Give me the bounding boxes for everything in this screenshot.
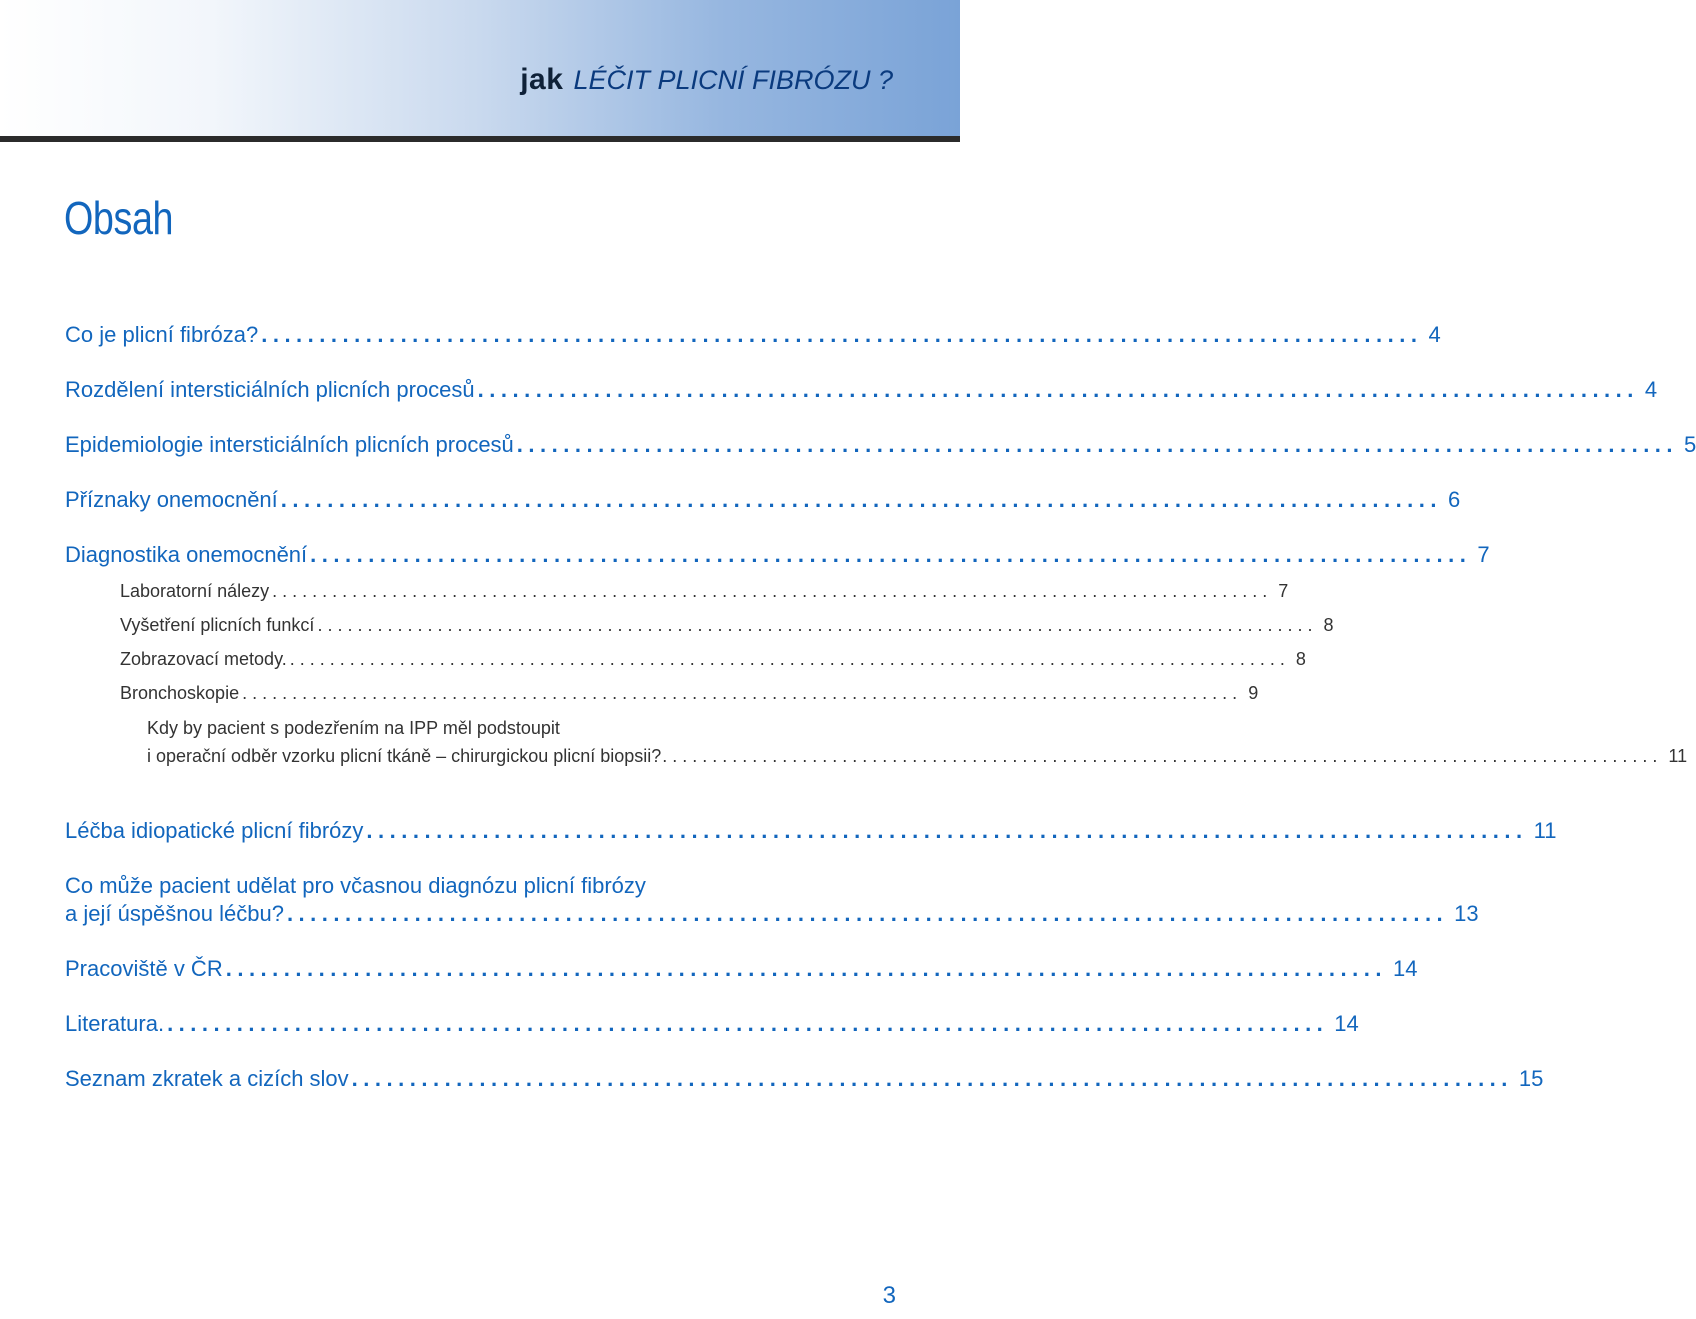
toc-subentry-title: Laboratorní nálezy bbox=[120, 581, 270, 601]
dot-leader: .................................................................................................... bbox=[225, 956, 1387, 981]
toc-entry-page: 13 bbox=[1454, 901, 1479, 926]
toc-entry[interactable] bbox=[65, 377, 1658, 403]
toc-subsubentry-page: 11 bbox=[1668, 746, 1688, 766]
toc-subentry[interactable] bbox=[120, 615, 1334, 636]
dot-leader: .................................................................................................... bbox=[516, 432, 1679, 457]
dot-leader: .................................................................................................... bbox=[286, 901, 1449, 926]
toc-entry-title: Pracoviště v ČR bbox=[65, 956, 223, 981]
toc-entry-title-line1[interactable]: Co může pacient udělat pro včasnou diagnózu plicní fibrózy bbox=[65, 873, 646, 898]
toc-entry-title: Příznaky onemocnění bbox=[65, 487, 278, 512]
toc-entry-page: 5 bbox=[1684, 432, 1696, 457]
toc-subentry-title: Zobrazovací metody. bbox=[120, 649, 287, 669]
toc-entry-title-line2: a její úspěšnou léčbu? bbox=[65, 901, 284, 926]
toc-subentry[interactable] bbox=[120, 581, 1289, 602]
dot-leader: .................................................................................................... bbox=[662, 746, 1663, 766]
toc-entry-page: 6 bbox=[1448, 487, 1461, 512]
toc-subentry-title: Bronchoskopie bbox=[120, 683, 240, 703]
toc-subsubentry-title-line1[interactable]: Kdy by pacient s podezřením na IPP měl podstoupit bbox=[147, 718, 560, 738]
toc-entry[interactable] bbox=[65, 542, 1490, 568]
toc-entry-page: 4 bbox=[1644, 377, 1658, 402]
toc-entry[interactable] bbox=[65, 818, 1557, 844]
dot-leader: .................................................................................................... bbox=[280, 487, 1443, 512]
toc-entry-page: 14 bbox=[1334, 1011, 1359, 1036]
dot-leader: .................................................................................................... bbox=[366, 818, 1528, 843]
toc-entry[interactable] bbox=[65, 1011, 1359, 1037]
dot-leader: .................................................................................................... bbox=[310, 542, 1472, 567]
toc-entry[interactable] bbox=[65, 1066, 1544, 1092]
toc-subentry-page: 7 bbox=[1278, 581, 1289, 601]
page-number: 3 bbox=[882, 1282, 896, 1309]
dot-leader: .................................................................................................... bbox=[261, 322, 1423, 347]
toc-entry-page: 4 bbox=[1428, 322, 1441, 347]
toc-subentry-page: 8 bbox=[1323, 615, 1334, 635]
toc-entry[interactable] bbox=[65, 322, 1441, 348]
toc-subentry[interactable] bbox=[120, 649, 1306, 670]
dot-leader: .................................................................................................... bbox=[242, 683, 1243, 703]
toc-subsubentry-title-line2: i operační odběr vzorku plicní tkáně – chirurgickou plicní biopsii? bbox=[147, 746, 662, 766]
toc-entry-page: 14 bbox=[1392, 956, 1418, 981]
dot-leader: .................................................................................................... bbox=[477, 377, 1639, 402]
dot-leader: .................................................................................................... bbox=[351, 1066, 1513, 1091]
page-heading: Obsah bbox=[64, 192, 174, 244]
dot-leader: .................................................................................................... bbox=[167, 1011, 1329, 1036]
toc-entry-title: Co je plicní fibróza? bbox=[65, 322, 259, 347]
toc-subentry-page: 8 bbox=[1295, 649, 1306, 669]
toc-entry-page: 7 bbox=[1477, 542, 1490, 567]
toc-entry-title: Literatura. bbox=[65, 1011, 165, 1036]
toc-entry[interactable] bbox=[65, 432, 1696, 458]
toc-subentry-page: 9 bbox=[1248, 683, 1259, 703]
header-rule bbox=[0, 136, 960, 142]
toc-entry[interactable] bbox=[65, 901, 1479, 927]
toc-entry-title: Rozdělení intersticiálních plicních procesů bbox=[65, 377, 475, 402]
toc-entry[interactable] bbox=[65, 487, 1461, 513]
dot-leader: .................................................................................................... bbox=[272, 581, 1273, 601]
toc-entry-page: 11 bbox=[1533, 818, 1557, 843]
toc-entry[interactable] bbox=[65, 956, 1418, 982]
toc-entry-title: Diagnostika onemocnění bbox=[65, 542, 308, 567]
dot-leader: .................................................................................................... bbox=[317, 615, 1318, 635]
toc-entry-title: Seznam zkratek a cizích slov bbox=[65, 1066, 349, 1091]
running-title-italic: LÉČIT PLICNÍ FIBRÓZU ? bbox=[573, 65, 893, 95]
dot-leader: .................................................................................................... bbox=[289, 649, 1290, 669]
toc-subentry-title: Vyšetření plicních funkcí bbox=[120, 615, 315, 635]
toc-subentry[interactable] bbox=[120, 683, 1259, 704]
toc-entry-title: Léčba idiopatické plicní fibrózy bbox=[65, 818, 364, 843]
toc-subsubentry[interactable] bbox=[147, 746, 1688, 767]
toc-entry-title: Epidemiologie intersticiálních plicních procesů bbox=[65, 432, 514, 457]
running-title-bold: jak bbox=[520, 63, 564, 96]
running-title bbox=[520, 60, 893, 100]
toc-entry-page: 15 bbox=[1518, 1066, 1544, 1091]
